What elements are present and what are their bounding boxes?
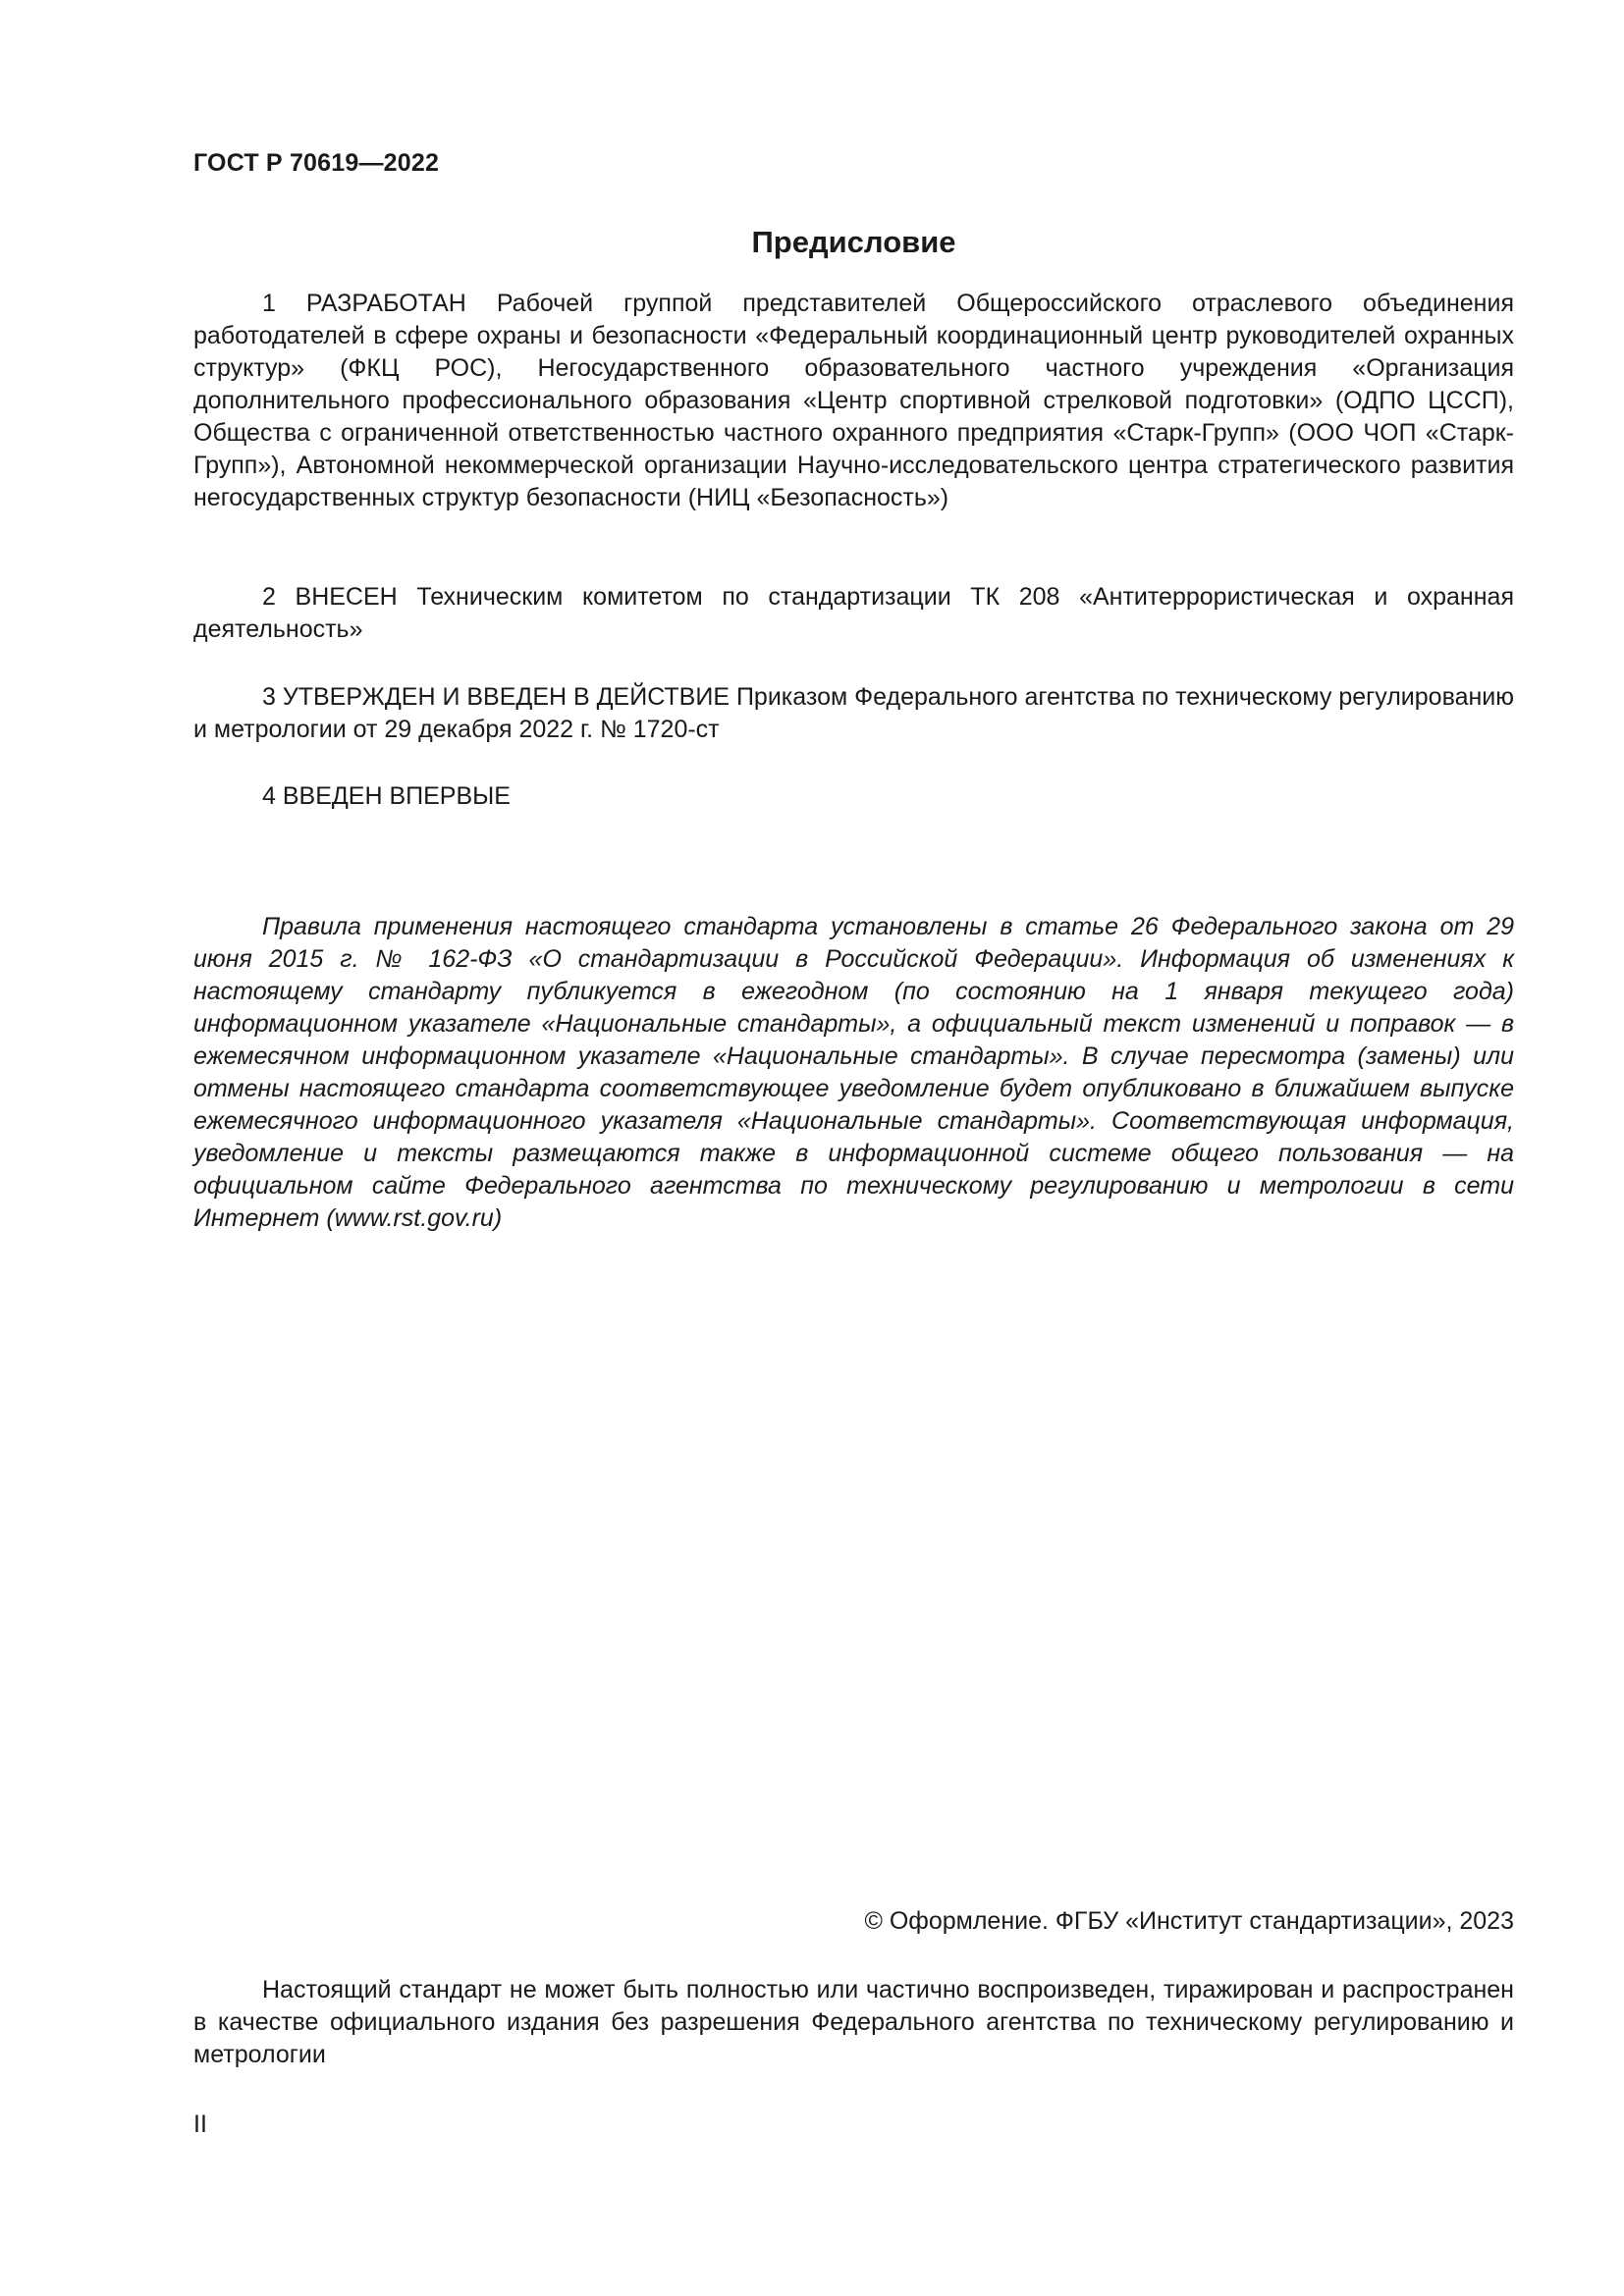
application-rules-text: Правила применения настоящего стандарта установлены в статье 26 Федерального закона от 29 июня 2015 г. № 162-ФЗ «О стандартизации в Российской Федерации». Информация об изменениях к настоящему стандарту публикуется в ежегодном (по состоянию на 1 января текущего года) информационном указателе «Национальные стандарты», а официальный текст изменений и поправок — в ежемесячном информационном указателе «Национальные стандарты». В случае пересмотра (замены) или отмены настоящего стандарта соответствующее уведомление будет опубликовано в ближайшем выпуске ежемесячного информационного указателя «Национальные стандарты». Соответствующая информация, уведомление и тексты размещаются также в информационной системе общего пользования — на официальном сайте Федерального агентства по техническому регулированию и метрологии в сети Интернет (www.rst.gov.ru) <box>193 913 1514 1232</box>
reproduction-notice: Настоящий стандарт не может быть полностью или частично воспроизведен, тиражирован и распространен в качестве официального издания без разрешения Федерального агентства по техническому регулированию и метрологии <box>193 1976 1514 2068</box>
preface-item-3: 3 УТВЕРЖДЕН И ВВЕДЕН В ДЕЙСТВИЕ Приказом Федерального агентства по техническому регулированию и метрологии от 29 декабря 2022 г. № 1720-ст <box>193 683 1514 743</box>
page-title: Предисловие <box>751 225 956 259</box>
preface-item-4: 4 ВВЕДЕН ВПЕРВЫЕ <box>262 782 511 810</box>
document-code: ГОСТ Р 70619—2022 <box>193 149 440 177</box>
copyright-line: © Оформление. ФГБУ «Институт стандартизации», 2023 <box>864 1907 1514 1935</box>
page-number: II <box>193 2110 207 2138</box>
preface-item-1: 1 РАЗРАБОТАН Рабочей группой представителей Общероссийского отраслевого объединения работодателей в сфере охраны и безопасности «Федеральный координационный центр руководителей охранных структур» (ФКЦ РОС), Негосударственного образовательного частного учреждения «Организация дополнительного профессионального образования «Центр спортивной стрелковой подготовки» (ОДПО ЦССП), Общества с ограниченной ответственностью частного охранного предприятия «Старк-Групп» (ООО ЧОП «Старк-Групп»), Автономной некоммерческой организации Научно-исследовательского центра стратегического развития негосударственных структур безопасности (НИЦ «Безопасность») <box>193 290 1514 511</box>
preface-item-2: 2 ВНЕСЕН Техническим комитетом по стандартизации ТК 208 «Антитеррористическая и охранная деятельность» <box>193 583 1514 643</box>
